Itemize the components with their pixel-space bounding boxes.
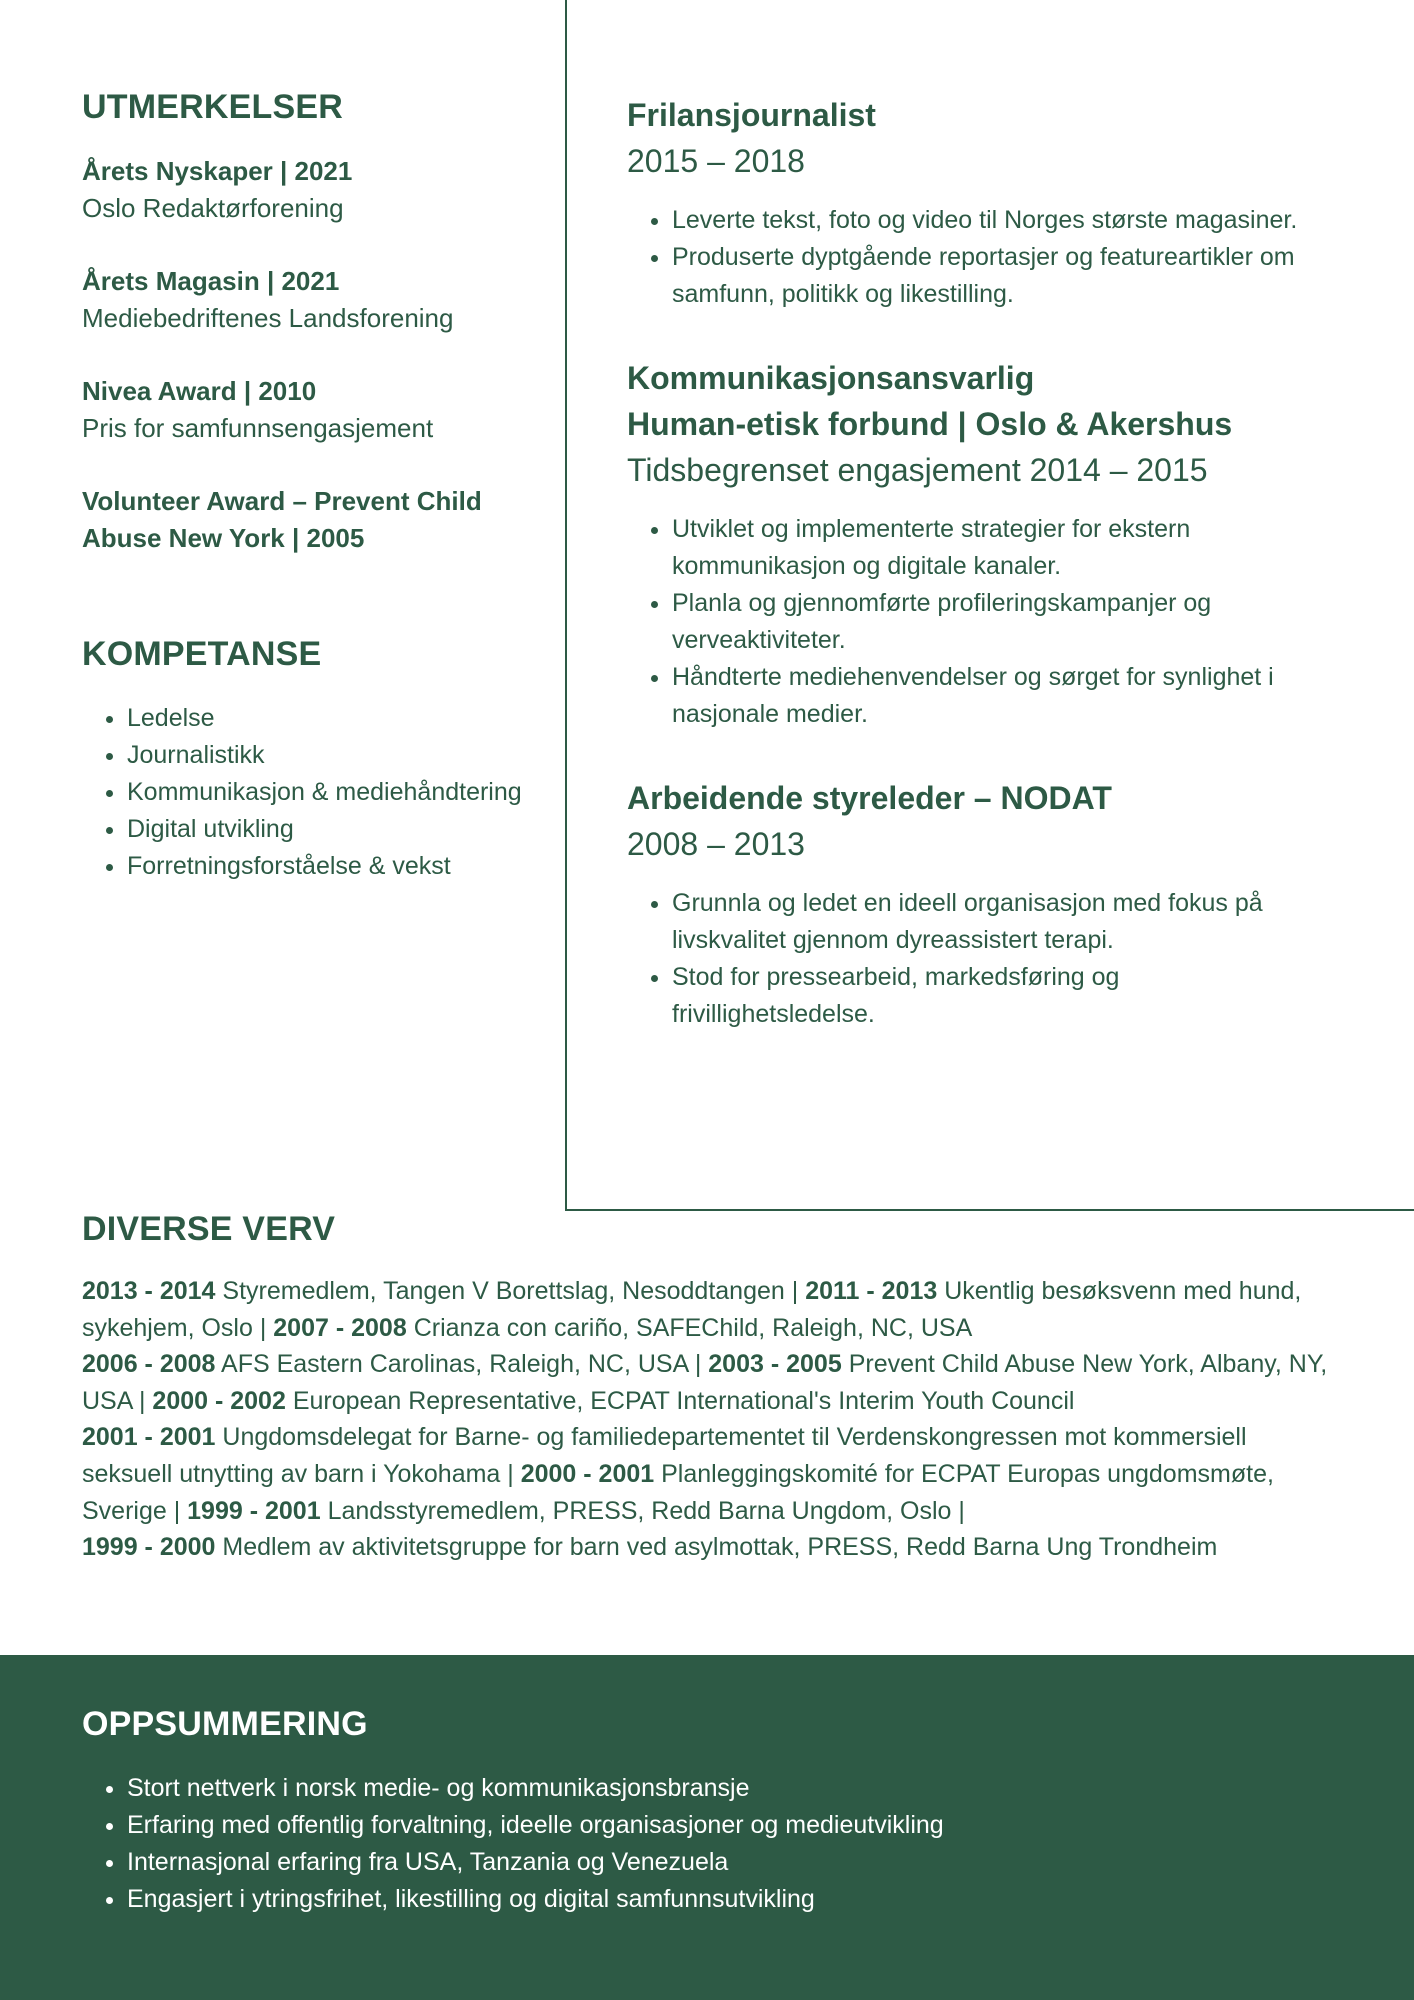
job-bullet: • Grunnla og ledet en ideell organisasjon med fokus på livskvalitet gjennom dyreassistert terapi.	[672, 885, 1327, 959]
award-item	[82, 483, 532, 557]
column-divider	[565, 0, 567, 1210]
verv-text: Crianza con cariño, SAFEChild, Raleigh, NC, USA	[413, 1313, 973, 1342]
award-item	[82, 263, 532, 337]
job-employer: Human-etisk forbund | Oslo & Akershus	[627, 406, 1233, 442]
right-column	[627, 92, 1327, 1075]
verv-text: Ukentlig besøksvenn med hund, sykehjem, Oslo	[82, 1277, 1302, 1342]
job-bullets	[627, 202, 1327, 313]
verv-years: 1999 - 2000	[82, 1533, 216, 1562]
award-title: Årets Magasin | 2021	[82, 266, 340, 296]
verv-text: European Representative, ECPAT International's Interim Youth Council	[292, 1386, 1075, 1415]
verv-text: Medlem av aktivitetsgruppe for barn ved asylmottak, PRESS, Redd Barna Ung Trondheim	[222, 1533, 1218, 1562]
job-title: Arbeidende styreleder – NODAT	[627, 780, 1112, 816]
competence-item: • Ledelse	[127, 700, 532, 737]
award-item	[82, 373, 532, 447]
summary-inner	[82, 1705, 1342, 1918]
job-title: Frilansjournalist	[627, 97, 876, 133]
summary-item: • Internasjonal erfaring fra USA, Tanzania og Venezuela	[127, 1844, 1342, 1881]
diverse-heading: DIVERSE VERV	[82, 1210, 336, 1248]
verv-years: 2003 - 2005	[708, 1350, 842, 1379]
verv-text: Landsstyremedlem, PRESS, Redd Barna Ungdom, Oslo	[327, 1496, 952, 1525]
job-bullet: • Leverte tekst, foto og video til Norges største magasiner.	[672, 202, 1327, 239]
job-bullet: • Stod for pressearbeid, markedsføring og frivillighetsledelse.	[672, 959, 1327, 1033]
award-title: Nivea Award | 2010	[82, 376, 317, 406]
verv-years: 2001 - 2001	[82, 1423, 216, 1452]
verv-years: 2013 - 2014	[82, 1277, 216, 1305]
verv-text: Prevent Child Abuse New York, Albany, NY, USA	[82, 1350, 1328, 1415]
competence-section	[82, 635, 532, 885]
award-title: Volunteer Award – Prevent Child Abuse New York | 2005	[82, 486, 482, 553]
award-item	[82, 153, 532, 227]
diverse-paragraph: 2013 - 2014 Styremedlem, Tangen V Borettslag, Nesoddtangen | 2011 - 2013 Ukentlig besøksvenn med hund, sykehjem, Oslo | 2007 - 2008 Crianza con cariño, SAFEChild, Raleigh, NC, USA 2006 - 2008 AFS Eastern Carolinas, Raleigh, NC, USA | 2003 - 2005 Prevent Child Abuse New York, Albany, NY, USA | 2000 - 2002 European Representative, ECPAT International's Interim Youth Council 2001 - 2001 Ungdomsdelegat for Barne- og familiedepartementet til Verdenskongressen mot kommersiell seksuell utnytting av barn i Yokohama | 2000 - 2001 Planleggingskomité for ECPAT Europas ungdomsmøte, Sverige | 1999 - 2001 Landsstyremedlem, PRESS, Redd Barna Ungdom, Oslo | 1999 - 2000 Medlem av aktivitetsgruppe for barn ved asylmottak, PRESS, Redd Barna Ung Trondheim	[82, 1277, 1328, 1562]
job-entry	[627, 355, 1327, 733]
job-period: 2008 – 2013	[627, 826, 805, 862]
summary-list	[82, 1770, 1342, 1918]
job-bullet: • Utviklet og implementerte strategier for ekstern kommunikasjon og digitale kanaler.	[672, 511, 1327, 585]
verv-years: 2007 - 2008	[273, 1313, 407, 1342]
award-org: Pris for samfunnsengasjement	[82, 413, 434, 443]
summary-item: • Stort nettverk i norsk medie- og kommunikasjonsbransje	[127, 1770, 1342, 1807]
competence-heading: KOMPETANSE	[82, 635, 322, 673]
verv-years: 2011 - 2013	[805, 1277, 938, 1305]
verv-years: 2000 - 2002	[152, 1386, 286, 1415]
job-period: Tidsbegrenset engasjement 2014 – 2015	[627, 452, 1208, 488]
job-bullet: • Produserte dyptgående reportasjer og featureartikler om samfunn, politikk og likestilling.	[672, 239, 1327, 313]
award-org: Mediebedriftenes Landsforening	[82, 303, 454, 333]
job-bullet: • Håndterte mediehenvendelser og sørget for synlighet i nasjonale medier.	[672, 659, 1327, 733]
diverse-section	[82, 1210, 1342, 1566]
awards-heading: UTMERKELSER	[82, 88, 343, 126]
competence-item: • Forretningsforståelse & vekst	[127, 848, 532, 885]
summary-heading: OPPSUMMERING	[82, 1705, 368, 1743]
verv-years: 2006 - 2008	[82, 1350, 216, 1379]
verv-years: 1999 - 2001	[187, 1496, 321, 1525]
verv-text: AFS Eastern Carolinas, Raleigh, NC, USA	[221, 1350, 688, 1379]
summary-band	[0, 1655, 1414, 2000]
competence-item: • Journalistikk	[127, 737, 532, 774]
job-period: 2015 – 2018	[627, 143, 805, 179]
job-bullets	[627, 885, 1327, 1033]
competence-list	[82, 700, 532, 885]
verv-years: 2000 - 2001	[520, 1459, 655, 1488]
award-title: Årets Nyskaper | 2021	[82, 156, 353, 186]
job-entry	[627, 775, 1327, 1033]
summary-item: • Engasjert i ytringsfrihet, likestilling og digital samfunnsutvikling	[127, 1881, 1342, 1918]
summary-item: • Erfaring med offentlig forvaltning, ideelle organisasjoner og medieutvikling	[127, 1807, 1342, 1844]
verv-text: Ungdomsdelegat for Barne- og familiedepartementet til Verdenskongressen mot kommersiell seksuell utnytting av barn i Yokohama	[82, 1423, 1247, 1488]
award-org: Oslo Redaktørforening	[82, 193, 344, 223]
left-column	[82, 88, 532, 885]
competence-item: • Kommunikasjon & mediehåndtering	[127, 774, 532, 811]
job-title: Kommunikasjonsansvarlig	[627, 360, 1035, 396]
job-bullet: • Planla og gjennomførte profileringskampanjer og verveaktiviteter.	[672, 585, 1327, 659]
job-entry	[627, 92, 1327, 313]
job-bullets	[627, 511, 1327, 733]
verv-text: Styremedlem, Tangen V Borettslag, Nesoddtangen	[222, 1277, 785, 1305]
competence-item: • Digital utvikling	[127, 811, 532, 848]
verv-text: Planleggingskomité for ECPAT Europas ungdomsmøte, Sverige	[82, 1459, 1274, 1525]
